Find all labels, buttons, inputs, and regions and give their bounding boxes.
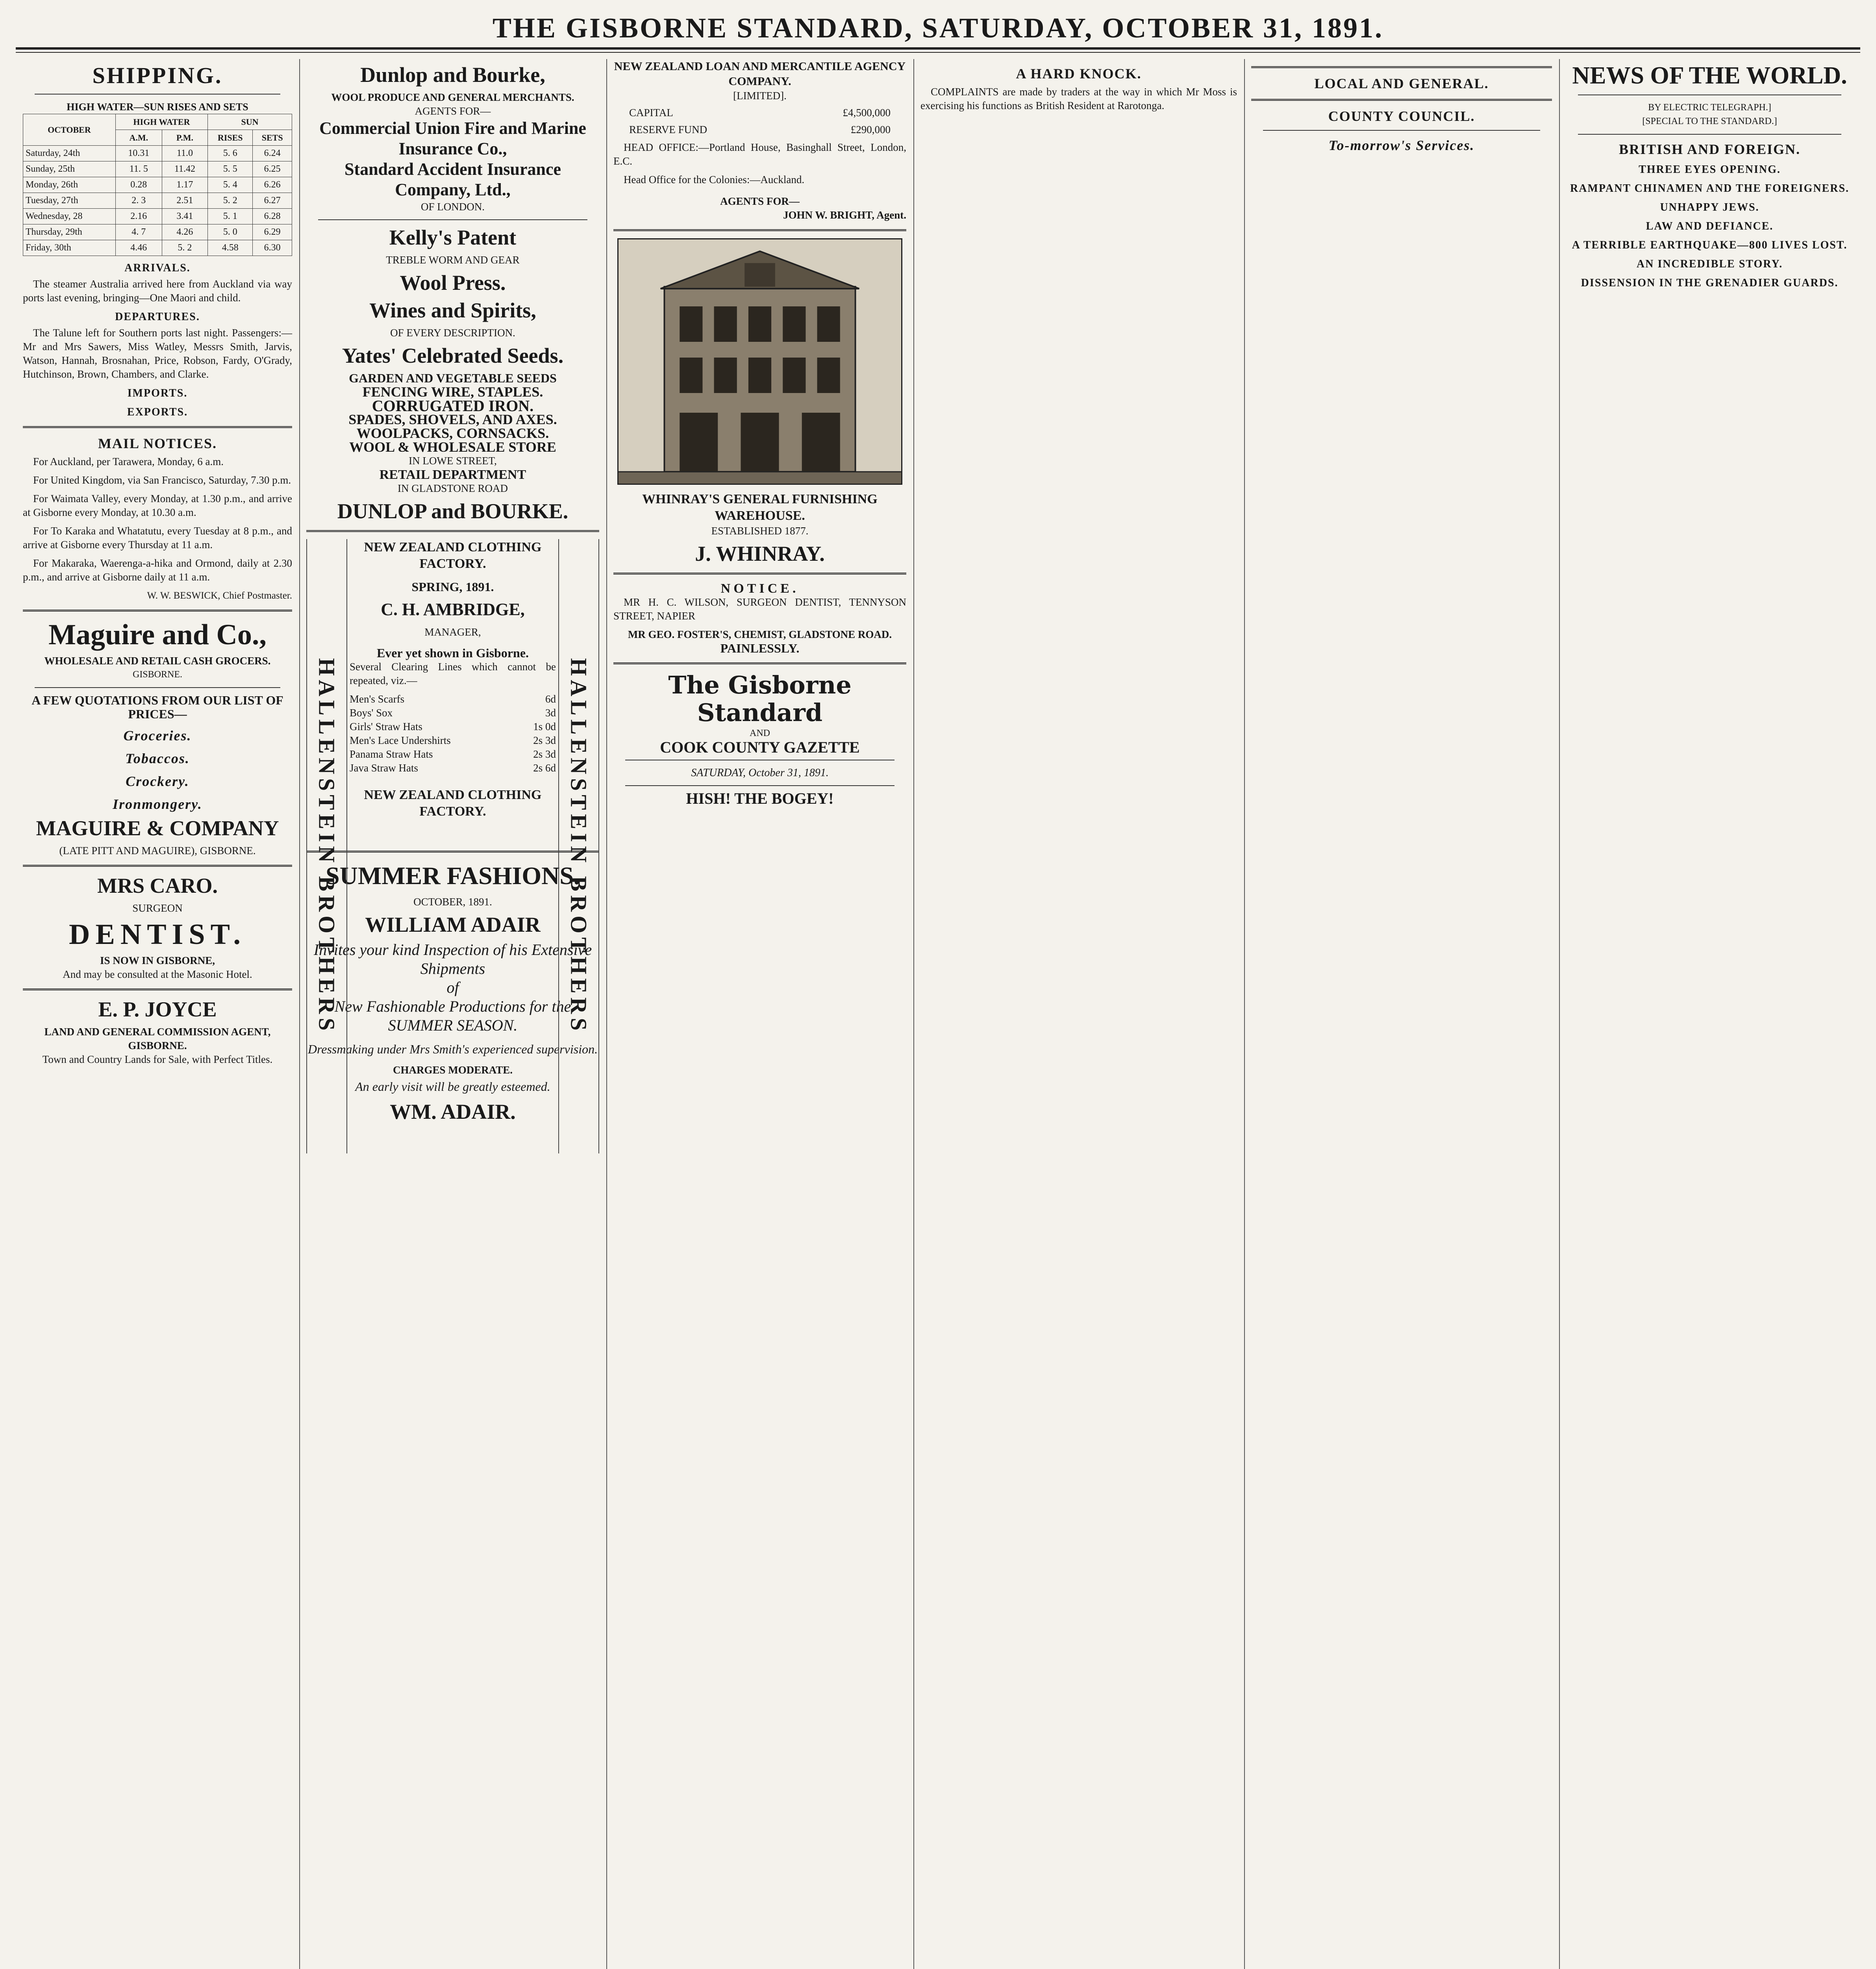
world-news-heading: RAMPANT CHINAMEN AND THE FOREIGNERS. bbox=[1570, 182, 1850, 195]
kelly-sub: TREBLE WORM AND GEAR bbox=[386, 254, 520, 266]
price-value: 3d bbox=[545, 707, 556, 719]
tide-cell: 3.41 bbox=[162, 209, 207, 224]
price-item: Boys' Sox bbox=[350, 707, 393, 719]
tide-cell: 6.30 bbox=[253, 240, 292, 256]
lowe-street: IN LOWE STREET, bbox=[409, 455, 497, 467]
tide-body bbox=[23, 146, 292, 256]
column-world-news bbox=[1559, 59, 1860, 1969]
tide-cell: 4.46 bbox=[115, 240, 162, 256]
column-local-news bbox=[1244, 59, 1559, 1969]
tides-title: HIGH WATER—SUN RISES AND SETS bbox=[67, 101, 248, 113]
capital-label: CAPITAL bbox=[629, 107, 673, 119]
price-value: 6d bbox=[545, 693, 556, 705]
spades: SPADES, SHOVELS, AND AXES. bbox=[348, 412, 557, 427]
wool-press: Wool Press. bbox=[400, 271, 506, 295]
paper-date: SATURDAY, October 31, 1891. bbox=[691, 767, 829, 779]
divider bbox=[23, 426, 292, 428]
caro-where: And may be consulted at the Masonic Hotel. bbox=[63, 968, 252, 980]
wines-spirits: Wines and Spirits, bbox=[369, 299, 536, 322]
warehouse-engraving bbox=[617, 238, 902, 485]
price-value: 2s 3d bbox=[533, 734, 556, 746]
mail-item: For Auckland, per Tarawera, Monday, 6 a.m. bbox=[33, 456, 224, 467]
reserve-value: £290,000 bbox=[850, 124, 891, 135]
wilson-notice: MR H. C. WILSON, SURGEON DENTIST, TENNYSON STREET, NAPIER bbox=[613, 596, 906, 622]
postmaster-sign: W. W. BESWICK, Chief Postmaster. bbox=[147, 590, 292, 601]
caro-title: MRS CARO. bbox=[97, 874, 218, 897]
garden-seeds: GARDEN AND VEGETABLE SEEDS bbox=[349, 371, 557, 385]
gladstone-road: IN GLADSTONE ROAD bbox=[398, 482, 508, 494]
local-general-heading: LOCAL AND GENERAL. bbox=[1314, 76, 1489, 91]
price-value: 2s 3d bbox=[533, 748, 556, 760]
agents-label: AGENTS FOR— bbox=[415, 105, 491, 117]
price-value: 1s 0d bbox=[533, 721, 556, 732]
tide-header: SETS bbox=[253, 130, 292, 146]
special-to-standard: [SPECIAL TO THE STANDARD.] bbox=[1642, 116, 1777, 126]
divider bbox=[35, 687, 280, 688]
summer-october: OCTOBER, 1891. bbox=[413, 896, 492, 908]
tide-cell: 0.28 bbox=[115, 177, 162, 193]
services-heading: To-morrow's Services. bbox=[1328, 137, 1475, 153]
warehouse-building-image bbox=[619, 239, 901, 484]
paper-and: AND bbox=[750, 728, 770, 738]
tide-cell: 6.29 bbox=[253, 224, 292, 240]
tide-cell: 5. 1 bbox=[208, 209, 253, 224]
world-news-heading: A TERRIBLE EARTHQUAKE—800 LIVES LOST. bbox=[1572, 239, 1848, 251]
corrugated-iron: CORRUGATED IRON. bbox=[372, 397, 534, 415]
ambridge-manager: MANAGER, bbox=[424, 626, 481, 638]
divider bbox=[23, 610, 292, 612]
tide-cell: 11.0 bbox=[162, 146, 207, 161]
divider bbox=[23, 865, 292, 867]
paper-subtitle: COOK COUNTY GAZETTE bbox=[660, 738, 860, 756]
foster-chemist: MR GEO. FOSTER'S, CHEMIST, GLADSTONE ROAD. bbox=[628, 629, 892, 640]
tide-row bbox=[23, 209, 292, 224]
agents-label: AGENTS FOR— bbox=[720, 195, 800, 207]
departures-heading: DEPARTURES. bbox=[115, 311, 200, 323]
adair-of: of bbox=[446, 979, 459, 996]
tide-row bbox=[23, 146, 292, 161]
quotations-heading: A FEW QUOTATIONS FROM OUR LIST OF PRICES— bbox=[31, 693, 283, 721]
tide-cell: 6.28 bbox=[253, 209, 292, 224]
world-news-heading: THREE EYES OPENING. bbox=[1639, 163, 1781, 176]
groceries-heading: Groceries. bbox=[123, 728, 192, 743]
tide-row bbox=[23, 177, 292, 193]
mail-list bbox=[23, 455, 292, 584]
tide-cell: Tuesday, 27th bbox=[23, 193, 116, 209]
tide-row bbox=[23, 161, 292, 177]
head-office: HEAD OFFICE:—Portland House, Basinghall Street, London, E.C. bbox=[613, 141, 906, 167]
adair-footer: WM. ADAIR. bbox=[390, 1100, 516, 1124]
news-of-world-title: NEWS OF THE WORLD. bbox=[1572, 62, 1847, 89]
tide-header: A.M. bbox=[115, 130, 162, 146]
divider bbox=[613, 573, 906, 575]
maguire-footer-sub: (LATE PITT AND MAGUIRE), GISBORNE. bbox=[59, 845, 256, 857]
adair-name: WILLIAM ADAIR bbox=[365, 913, 541, 936]
hallenstein-text: HALLENSTEIN BROTHERS bbox=[566, 658, 592, 1035]
caro-now: IS NOW IN GISBORNE, bbox=[100, 955, 215, 966]
ever-yet: Ever yet shown in Gisborne. bbox=[376, 646, 529, 660]
early-visit: An early visit will be greatly esteemed. bbox=[355, 1079, 550, 1094]
dunlop-footer: DUNLOP and BOURKE. bbox=[337, 499, 569, 523]
world-news-heads bbox=[1566, 163, 1853, 290]
tide-table bbox=[23, 114, 292, 256]
ironmongery-heading: Ironmongery. bbox=[113, 796, 202, 812]
arrivals-text: The steamer Australia arrived here from Auckland via way ports last evening, bringing—One Maori and child. bbox=[23, 278, 292, 304]
divider bbox=[613, 662, 906, 664]
standard-accident: Standard Accident Insurance Company, Ltd., bbox=[344, 159, 561, 199]
hallenstein-text: HALLENSTEIN BROTHERS bbox=[314, 658, 340, 1035]
joyce-foot: Town and Country Lands for Sale, with Perfect Titles. bbox=[42, 1053, 273, 1065]
maguire-footer: MAGUIRE & COMPANY bbox=[36, 816, 279, 840]
column-loan-company bbox=[606, 59, 913, 1969]
price-item: Men's Scarfs bbox=[350, 693, 405, 705]
adair-invite: Invites your kind Inspection of his Extensive Shipments bbox=[313, 941, 592, 977]
hard-knock-heading: A HARD KNOCK. bbox=[1016, 66, 1142, 82]
woolpacks: WOOLPACKS, CORNSACKS. bbox=[356, 425, 549, 441]
kelly-title: Kelly's Patent bbox=[389, 226, 517, 249]
imports-heading: IMPORTS. bbox=[127, 387, 188, 399]
column-editorial bbox=[913, 59, 1244, 1969]
column-dunlop-bourke bbox=[299, 59, 606, 1969]
tide-row bbox=[23, 193, 292, 209]
tide-cell: 5. 5 bbox=[208, 161, 253, 177]
tide-cell: Thursday, 29th bbox=[23, 224, 116, 240]
divider bbox=[23, 988, 292, 990]
tide-cell: Monday, 26th bbox=[23, 177, 116, 193]
tide-cell: 6.26 bbox=[253, 177, 292, 193]
notice-heading: NOTICE. bbox=[720, 581, 799, 596]
nz-loan-title: NEW ZEALAND LOAN AND MERCANTILE AGENCY COMPANY. bbox=[614, 60, 906, 88]
tide-cell: Sunday, 25th bbox=[23, 161, 116, 177]
nz-clothing-footer: NEW ZEALAND CLOTHING FACTORY. bbox=[364, 788, 542, 819]
standard-sub: OF LONDON. bbox=[421, 201, 485, 213]
hallenstein-strip-right bbox=[558, 539, 599, 1153]
retail-department: RETAIL DEPARTMENT bbox=[379, 467, 526, 482]
tide-cell: 10.31 bbox=[115, 146, 162, 161]
price-list bbox=[350, 692, 556, 775]
complaints-paragraph: COMPLAINTS are made by traders at the way in which Mr Moss is exercising his functions as British Resident at Rarotonga. bbox=[920, 86, 1237, 111]
maguire-title: Maguire and Co., bbox=[48, 619, 267, 651]
hallenstein-strip-left bbox=[306, 539, 347, 1153]
mail-item: For United Kingdom, via San Francisco, Saturday, 7.30 p.m. bbox=[33, 474, 291, 486]
masthead-rule-thin bbox=[16, 52, 1860, 53]
maguire-sub: WHOLESALE AND RETAIL CASH GROCERS. bbox=[44, 655, 271, 667]
dressmaking: Dressmaking under Mrs Smith's experienced supervision. bbox=[307, 1042, 598, 1056]
divider bbox=[1251, 66, 1552, 68]
wines-sub: OF EVERY DESCRIPTION. bbox=[390, 327, 515, 339]
divider bbox=[35, 94, 280, 95]
price-item: Girls' Straw Hats bbox=[350, 721, 422, 732]
world-news-heading: AN INCREDIBLE STORY. bbox=[1636, 258, 1783, 270]
column-shipping bbox=[16, 59, 299, 1969]
price-row bbox=[350, 692, 556, 706]
nz-clothing-heading: NEW ZEALAND CLOTHING FACTORY. bbox=[364, 540, 542, 571]
tide-cell: 2.51 bbox=[162, 193, 207, 209]
tide-cell: 6.27 bbox=[253, 193, 292, 209]
price-item: Men's Lace Undershirts bbox=[350, 734, 451, 746]
mail-notices-heading: MAIL NOTICES. bbox=[98, 436, 217, 451]
tobaccos-heading: Tobaccos. bbox=[125, 751, 190, 766]
tide-cell: 2.16 bbox=[115, 209, 162, 224]
joyce-title: E. P. JOYCE bbox=[98, 997, 217, 1021]
divider bbox=[613, 229, 906, 231]
world-news-heading: LAW AND DEFIANCE. bbox=[1646, 220, 1774, 232]
tide-cell: 6.25 bbox=[253, 161, 292, 177]
tide-cell: 5. 2 bbox=[208, 193, 253, 209]
shipping-heading: SHIPPING. bbox=[92, 63, 223, 88]
by-telegraph: BY ELECTRIC TELEGRAPH.] bbox=[1648, 102, 1771, 113]
tide-header: OCTOBER bbox=[23, 114, 116, 146]
divider bbox=[306, 851, 599, 853]
tide-cell: 5. 2 bbox=[162, 240, 207, 256]
tide-cell: Wednesday, 28 bbox=[23, 209, 116, 224]
paper-title: The Gisborne Standard bbox=[668, 671, 852, 727]
caro-sub: SURGEON bbox=[132, 902, 183, 914]
price-row bbox=[350, 734, 556, 747]
capital-value: £4,500,000 bbox=[843, 107, 891, 119]
divider bbox=[306, 530, 599, 532]
crockery-heading: Crockery. bbox=[126, 773, 189, 789]
painlessly: PAINLESSLY. bbox=[720, 641, 800, 655]
clothing-factory-ad bbox=[350, 539, 556, 820]
tide-group-header: SUN bbox=[208, 114, 292, 130]
tide-group-header: HIGH WATER bbox=[115, 114, 207, 130]
mail-item: For To Karaka and Whatatutu, every Tuesday at 8 p.m., and arrive at Gisborne every Thursday at 11 a.m. bbox=[23, 525, 292, 551]
ambridge-name: C. H. AMBRIDGE, bbox=[381, 600, 525, 619]
whinray-title: WHINRAY'S GENERAL FURNISHING WAREHOUSE. bbox=[642, 492, 878, 523]
adair-new: New Fashionable Productions for the SUMMER SEASON. bbox=[334, 997, 571, 1034]
tide-cell: 5. 6 bbox=[208, 146, 253, 161]
tide-cell: Saturday, 24th bbox=[23, 146, 116, 161]
editorial-title: HISH! THE BOGEY! bbox=[686, 790, 834, 807]
divider bbox=[318, 219, 587, 220]
price-item: Panama Straw Hats bbox=[350, 748, 433, 760]
masthead-rule bbox=[16, 47, 1860, 50]
price-item: Java Straw Hats bbox=[350, 762, 418, 774]
maguire-place: GISBORNE. bbox=[132, 669, 182, 680]
tide-header: P.M. bbox=[162, 130, 207, 146]
joyce-sub: LAND AND GENERAL COMMISSION AGENT, GISBORNE. bbox=[44, 1026, 271, 1051]
reserve-row bbox=[629, 123, 891, 137]
price-row bbox=[350, 747, 556, 761]
mail-item: For Waimata Valley, every Monday, at 1.30 p.m., and arrive at Gisborne every Monday, at 10.30 a.m. bbox=[23, 493, 292, 518]
tide-row bbox=[23, 240, 292, 256]
tide-cell: Friday, 30th bbox=[23, 240, 116, 256]
divider bbox=[1263, 130, 1540, 131]
price-value: 2s 6d bbox=[533, 762, 556, 774]
fencing-wire: FENCING WIRE, STAPLES. bbox=[362, 384, 543, 400]
tide-cell: 5. 4 bbox=[208, 177, 253, 193]
tide-cell: 1.17 bbox=[162, 177, 207, 193]
departures-text: The Talune left for Southern ports last night. Passengers:—Mr and Mrs Sawers, Miss Watley, Messrs Smith, Jarvis, Watson, Hannah, Brosnahan, Price, Robson, Fardy, O'Grady, Hutchinson, Brown, Chambers, and Clarke. bbox=[23, 327, 292, 380]
mail-item: For Makaraka, Waerenga-a-hika and Ormond, daily at 2.30 p.m., and arrive at Gisborne daily at 11 a.m. bbox=[23, 557, 292, 583]
spring-heading: SPRING, 1891. bbox=[411, 580, 494, 594]
commercial-union: Commercial Union Fire and Marine Insurance Co., bbox=[319, 119, 586, 158]
world-news-heading: UNHAPPY JEWS. bbox=[1660, 201, 1759, 213]
arrivals-heading: ARRIVALS. bbox=[124, 262, 191, 274]
tide-cell: 4.26 bbox=[162, 224, 207, 240]
reserve-label: RESERVE FUND bbox=[629, 124, 707, 135]
nz-loan-limited: [LIMITED]. bbox=[733, 90, 787, 102]
divider bbox=[625, 785, 894, 786]
whinray-established: ESTABLISHED 1877. bbox=[711, 525, 809, 537]
caro-dentist: DENTIST. bbox=[69, 918, 246, 951]
divider bbox=[1251, 99, 1552, 101]
tide-cell: 4. 7 bbox=[115, 224, 162, 240]
county-council-heading: COUNTY COUNCIL. bbox=[1328, 108, 1475, 124]
dunlop-sub: WOOL PRODUCE AND GENERAL MERCHANTS. bbox=[331, 91, 574, 103]
summer-fashions: SUMMER FASHIONS. bbox=[326, 862, 580, 890]
bright-sign: JOHN W. BRIGHT, Agent. bbox=[783, 209, 906, 221]
charges-moderate: CHARGES MODERATE. bbox=[393, 1064, 513, 1076]
clearing-lines: Several Clearing Lines which cannot be repeated, viz.— bbox=[350, 661, 556, 686]
whinray-footer: J. WHINRAY. bbox=[695, 542, 825, 565]
tide-cell: 11.42 bbox=[162, 161, 207, 177]
tide-header: RISES bbox=[208, 130, 253, 146]
price-row bbox=[350, 706, 556, 720]
tide-cell: 11. 5 bbox=[115, 161, 162, 177]
tide-cell: 4.58 bbox=[208, 240, 253, 256]
tide-cell: 2. 3 bbox=[115, 193, 162, 209]
wool-store: WOOL & WHOLESALE STORE bbox=[349, 439, 556, 455]
tide-row bbox=[23, 224, 292, 240]
divider bbox=[1578, 134, 1841, 135]
exports-heading: EXPORTS. bbox=[127, 406, 188, 418]
colonies-office: Head Office for the Colonies:—Auckland. bbox=[624, 174, 805, 185]
british-foreign-heading: BRITISH AND FOREIGN. bbox=[1619, 141, 1801, 157]
tide-cell: 6.24 bbox=[253, 146, 292, 161]
capital-row bbox=[629, 106, 891, 120]
world-news-heading: DISSENSION IN THE GRENADIER GUARDS. bbox=[1581, 277, 1839, 289]
dunlop-title: Dunlop and Bourke, bbox=[360, 63, 545, 87]
yates-seeds: Yates' Celebrated Seeds. bbox=[342, 344, 564, 367]
price-row bbox=[350, 761, 556, 775]
masthead: THE GISBORNE STANDARD, SATURDAY, OCTOBER 31, 1891. bbox=[492, 12, 1384, 44]
price-row bbox=[350, 720, 556, 734]
tide-cell: 5. 0 bbox=[208, 224, 253, 240]
